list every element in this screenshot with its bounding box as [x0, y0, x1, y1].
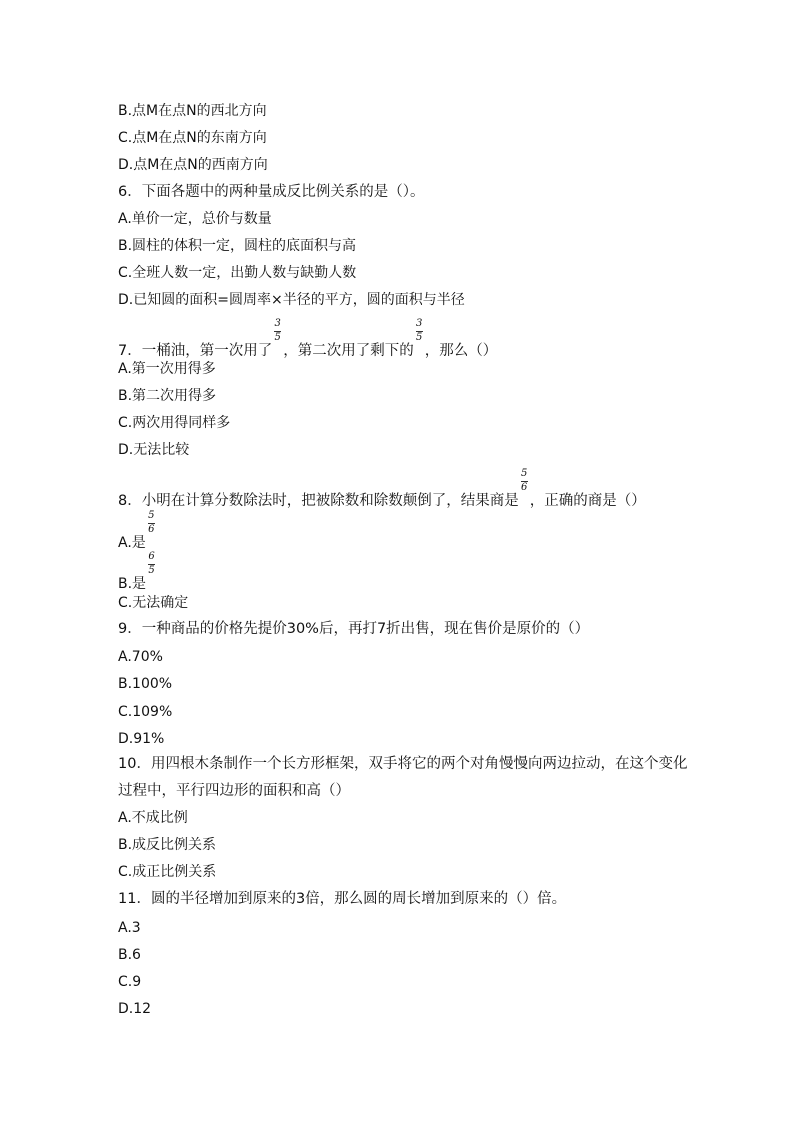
question-9-option-a: A.70% — [118, 649, 163, 665]
question-11-option-b: B.6 — [118, 947, 141, 963]
question-11-stem: 11．圆的半径增加到原来的3倍，那么圆的周长增加到原来的（）倍。 — [118, 891, 567, 907]
question-8-option-b — [118, 551, 157, 593]
question-8-text-part1: 8．小明在计算分数除法时，把被除数和除数颠倒了，结果商是 — [118, 493, 519, 509]
question-8-option-a-label: A.是 — [118, 535, 146, 551]
option-c-question-5: C.点M在点N的东南方向 — [118, 130, 267, 146]
question-7-option-a: A.第一次用得多 — [118, 361, 216, 377]
fraction-five-sixths: $\frac{5}{6}$ — [148, 510, 155, 535]
question-9-option-d: D.91% — [118, 731, 165, 747]
question-7-option-b: B.第二次用得多 — [118, 388, 217, 404]
option-d-question-5: D.点M在点N的西南方向 — [118, 157, 268, 173]
question-9-option-b: B.100% — [118, 676, 173, 692]
question-8-text-part2: ，正确的商是（） — [529, 493, 646, 509]
question-10-option-a: A.不成比例 — [118, 810, 188, 826]
question-7-stem — [118, 318, 498, 360]
question-11-option-c: C.9 — [118, 974, 142, 990]
question-10-option-b: B.成反比例关系 — [118, 837, 217, 853]
fraction-six-fifths: $\frac{6}{5}$ — [148, 551, 155, 576]
question-6-option-c: C.全班人数一定，出勤人数与缺勤人数 — [118, 265, 357, 281]
question-7-text-part2: ，第二次用了剩下的 — [283, 343, 414, 359]
question-7-option-c: C.两次用得同样多 — [118, 415, 231, 431]
fraction-three-fifths: $\frac{3}{5}$ — [416, 318, 423, 343]
question-10-option-c: C.成正比例关系 — [118, 864, 217, 880]
fraction-three-fifths: $\frac{3}{5}$ — [274, 318, 281, 343]
question-9-option-c: C.109% — [118, 704, 173, 720]
question-7-option-d: D.无法比较 — [118, 442, 190, 458]
question-8-option-b-label: B.是 — [118, 576, 147, 592]
question-7-text-part3: ，那么（） — [424, 343, 498, 359]
question-9-stem: 9．一种商品的价格先提价30%后，再打7折出售，现在售价是原价的（） — [118, 621, 590, 637]
question-6-option-b: B.圆柱的体积一定，圆柱的底面积与高 — [118, 238, 357, 254]
question-6-stem: 6．下面各题中的两种量成反比例关系的是（）。 — [118, 184, 425, 200]
question-6-option-a: A.单价一定，总价与数量 — [118, 211, 272, 227]
question-8-stem — [118, 468, 646, 510]
option-b-question-5: B.点M在点N的西北方向 — [118, 103, 267, 119]
question-10-stem-line-1: 10．用四根木条制作一个长方形框架，双手将它的两个对角慢慢向两边拉动，在这个变化 — [118, 756, 688, 772]
question-7-text-part1: 7．一桶油，第一次用了 — [118, 343, 273, 359]
question-6-option-d: D.已知圆的面积=圆周率×半径的平方，圆的面积与半径 — [118, 292, 465, 308]
question-11-option-d: D.12 — [118, 1001, 152, 1017]
question-8-option-c: C.无法确定 — [118, 595, 189, 611]
question-8-option-a — [118, 510, 157, 552]
question-10-stem-line-2: 过程中，平行四边形的面积和高（） — [118, 783, 350, 799]
fraction-five-sixths: $\frac{5}{6}$ — [521, 468, 528, 493]
question-11-option-a: A.3 — [118, 920, 141, 936]
